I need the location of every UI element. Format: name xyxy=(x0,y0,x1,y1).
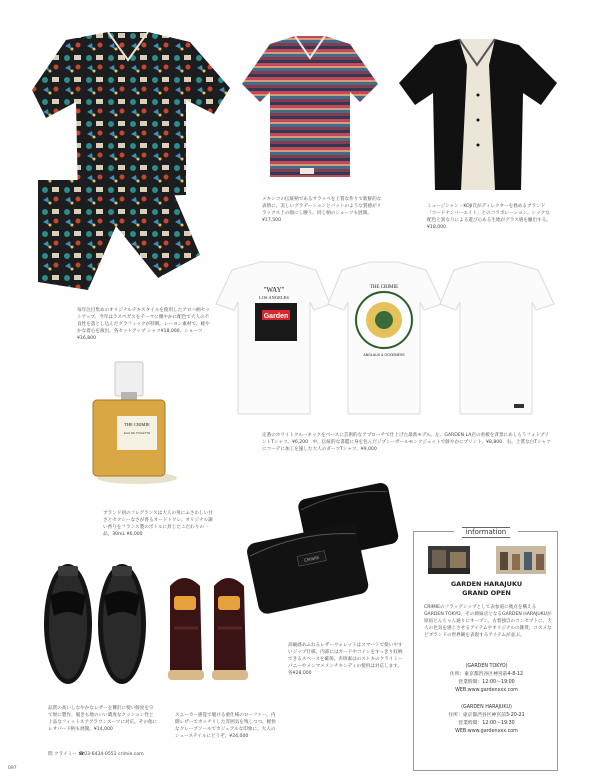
leather-sandals-image xyxy=(40,556,150,686)
aloha-setup-image xyxy=(18,30,240,298)
tshirts-caption: 定番のホワイトクルーネックをベースに芸術的なアプローチで仕上げた最新モデル。左。GARDEN LA店の看板を背景にあしらうフォトプリントTシャツ。¥6,200 中。伝統的な書鑑に身を包んだジプシーガールモンクジェットで鮮やかにプリント。¥8,800 右。上質な白Tシャツにコーデに加工を施した大人のダーツTシャツ。¥9,000 xyxy=(262,433,551,452)
tee-print-way: "WAY" xyxy=(263,286,285,294)
tee-print-city: LOS ANGELES xyxy=(259,295,289,300)
garden-harajuku-address: 住所：東京都渋谷区神宮前3-20-21 xyxy=(448,713,525,718)
wallet-caption: 高級感あふれるレザーウォレットはスマートで使いやすいジップ仕様。内部にはカードやコインをすっきり収納できるスペースを確保。赤斑素はのストキのクライミーパニーやメンマメメンチキンディの使用は対応します。各¥28,000 xyxy=(288,643,403,676)
tee-print-crimie: THE CRIMIE xyxy=(369,285,399,290)
tee-print-bottom: ANGLAUX & GOODNESS xyxy=(363,353,405,357)
garden-tokyo-web: WEB:www.gardenxxx.com xyxy=(455,688,518,693)
tshirt-lineup-image xyxy=(210,258,560,420)
loafers-caption: スニーカー感覚で履ける重仕様のローファー。内側レザーでカッチリした雰囲気を残しつつ、軽快なクレープソールでカジュアルな印象に。大人のシューステイルにどうぞ。¥24,000 xyxy=(175,713,276,739)
tee-print-sign: Garden xyxy=(263,313,289,320)
garden-harajuku-hours: 営業時間：12:00～19:30 xyxy=(458,721,515,726)
wallet-brand-stamp: CRIMIE xyxy=(303,554,320,563)
loafers-image xyxy=(162,566,257,686)
store-photo-1 xyxy=(428,546,470,574)
aloha-caption: 毎年注目集めのオリジナルテキスタイルを使用したアロハ柄セットアップ。今年はラスベガスをテーマに優やかに配色で大人の不良性を落とし込んだグラフィックが特徴。レーヨン素材で、軽やかな着心を演出。各セットアップ シャツ¥18,000、ショーツ¥16,800 xyxy=(77,308,210,341)
mexican-stripe-shirt-image xyxy=(240,32,380,184)
bowling-shirt-caption: ミュージシャン・KOJI氏がディレクターを務めるブランド「コードナンバーエイト」とのコラボレーション。シックな配色と異なりによる遊び心ある生地がグラス感を醸出する。¥18,000 xyxy=(427,204,551,230)
bowling-shirt-image xyxy=(395,35,560,195)
sandals-caption: 品質の高いしなやかなレザーを贅沢に使い鮮度を守て無に製作。履きも地のいい濃度なクッション性と上品なフィットスアグラウンスーツに対応。その他にレオパード柄も展開。¥14,000 xyxy=(48,706,158,732)
contact-line: 問 クライミー ☎03-6434-0551 crimie.com xyxy=(48,752,144,757)
fragrance-label-brand: THE CRIMIE xyxy=(124,422,150,427)
information-box xyxy=(413,528,558,771)
fragrance-label-sub: EAU DE TOILETTE xyxy=(123,431,151,435)
garden-harajuku-web: WEB:www.gardenxxx.com xyxy=(455,729,518,734)
garden-tokyo-address: 住所：東京都渋谷区神宮前4-8-12 xyxy=(449,672,524,677)
store-photo-2 xyxy=(496,546,546,574)
information-title: information xyxy=(454,526,518,538)
page-number: 097 xyxy=(8,766,17,771)
info-body-text: CRIMIEのフラッグシップとして表参道に拠点を構えるGARDEN TOKYO。その姉妹店となるGARDEN HARAJUKUが原宿とんちゃん通りにオープン。古着独自のコンセプトに、大人の色気を感じさせるアイテムやオリジナルの雑貨、コスメなどブランドの世界観を表現するアイテムが並ぶ。 xyxy=(424,605,552,638)
mexican-shirt-caption: メキシコの伝統柄であるサラッペを上質な作りで新鮮的な表情に。美しいグラデーションとバットのような質感がリラックス上の顔にし腰う。同じ柄のショーツも展開。¥17,500 xyxy=(262,197,382,223)
fragrance-bottle-image xyxy=(85,358,180,488)
fragrance-caption: ブランド初のフレグランスは大人の男にふさわしい甘さとセクシーなさが香るオードトワレ。オリジナル調い香りをフランス製のボトルに封じたこだわりの一品。30mL ¥6,000 xyxy=(103,511,213,537)
garden-tokyo-hours: 営業時間：12:00～19:00 xyxy=(458,680,515,685)
garden-tokyo-name: (GARDEN TOKYO) xyxy=(465,664,508,669)
info-headline-1: GARDEN HARAJUKU xyxy=(450,580,523,588)
leather-wallets-image xyxy=(240,470,405,625)
info-headline-2: GRAND OPEN xyxy=(462,589,511,597)
garden-harajuku-name: (GARDEN HARAJUKU) xyxy=(461,705,512,710)
